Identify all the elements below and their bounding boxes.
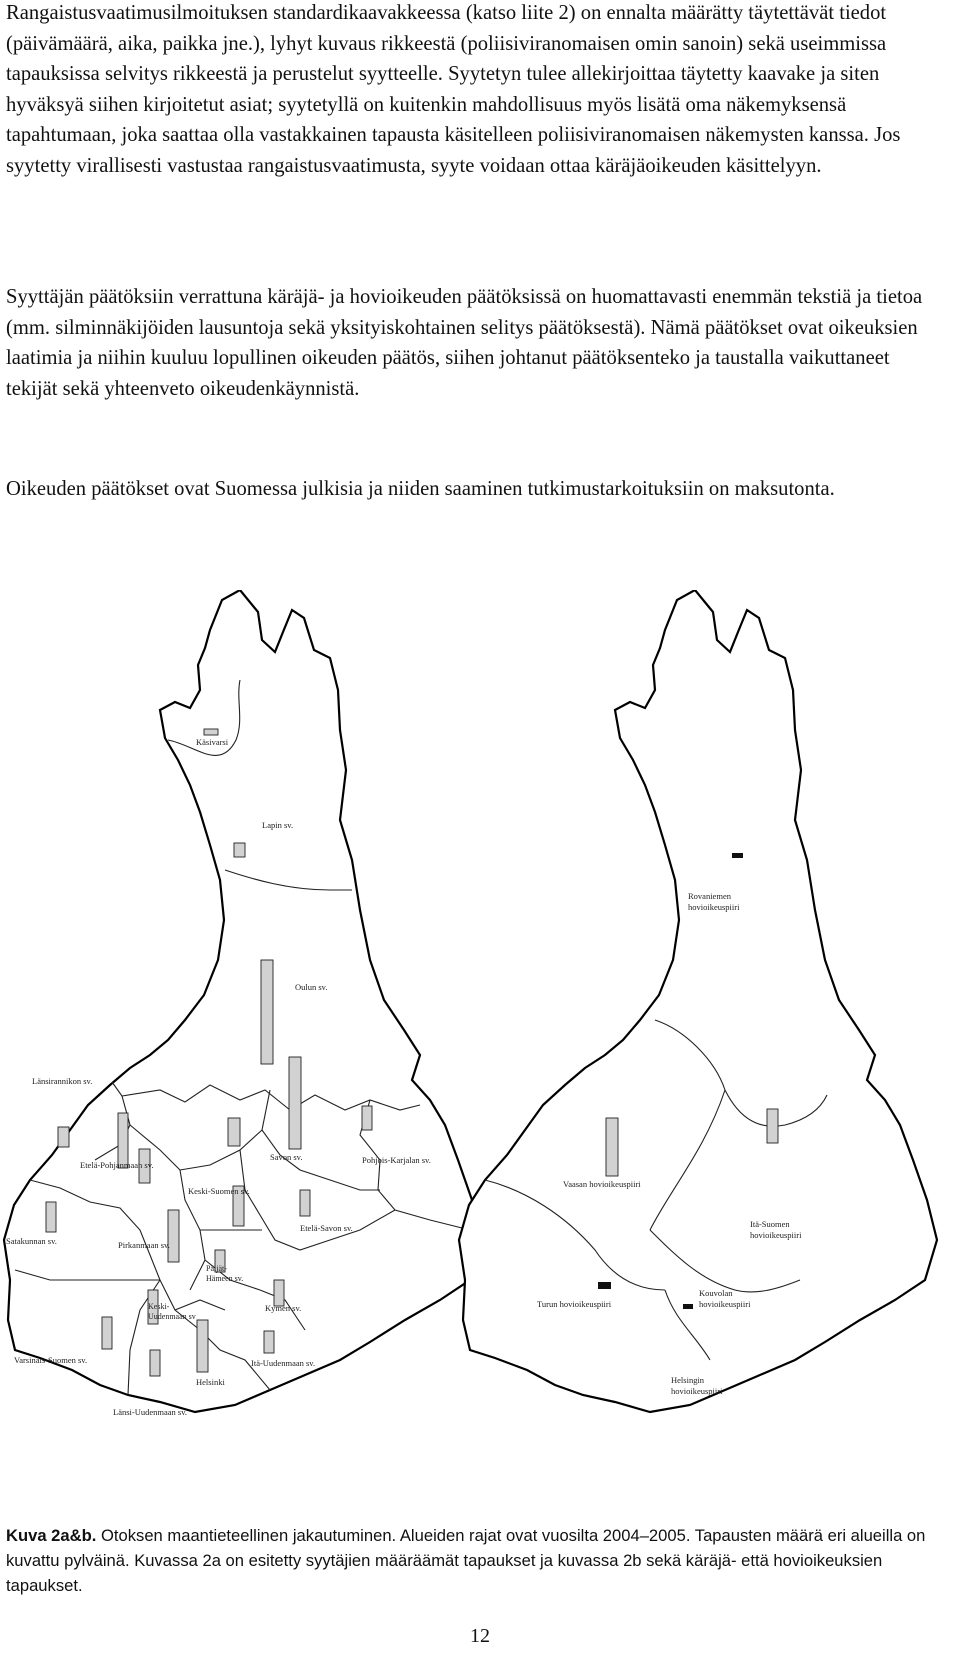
caption-label: Kuva 2a&b. — [6, 1526, 97, 1545]
label-b-vaasan: Vaasan hovioikeuspiiri — [563, 1179, 641, 1189]
label-ita-uudenmaan: Itä-Uudenmaan sv. — [251, 1358, 316, 1368]
label-b-rovaniemen: Rovaniemen — [688, 891, 731, 901]
label-b-kouvolan-2: hovioikeuspiiri — [699, 1299, 751, 1309]
label-b-rovaniemen-2: hovioikeuspiiri — [688, 902, 740, 912]
finland-maps-figure — [0, 590, 960, 1520]
label-kymen: Kymen sv. — [265, 1303, 302, 1313]
label-b-turun: Turun hovioikeuspiiri — [537, 1299, 612, 1309]
bar-varsinais-suomi — [102, 1317, 112, 1349]
label-uudenmaan: Uudenmaan sv — [148, 1312, 196, 1321]
bar-lapin — [234, 843, 245, 857]
label-b-kouvolan: Kouvolan — [699, 1288, 733, 1298]
label-satakunnan: Satakunnan sv. — [6, 1236, 57, 1246]
mark-b-turku — [598, 1282, 611, 1289]
bar-pohjois-karjala — [362, 1106, 372, 1130]
label-helsinki: Helsinki — [196, 1377, 225, 1387]
caption-text: Otoksen maantieteellinen jakautuminen. Alueiden rajat ovat vuosilta 2004–2005. Tapausten määrä eri alueilla on kuvattu pylväinä. Kuvassa 2a on esitetty syytäjien määräämät tapaukset ja kuvassa 2b sekä käräjä- että hovioikeuksien tapaukset. — [6, 1526, 926, 1595]
label-keski: Keski- — [148, 1302, 170, 1311]
label-paijat: Päijät- — [206, 1264, 227, 1273]
label-b-ita-suomen: Itä-Suomen — [750, 1219, 790, 1229]
bar-etela-savo — [300, 1190, 310, 1216]
label-pirkanmaan: Pirkanmaan sv. — [118, 1240, 170, 1250]
label-etela-savon: Etelä-Savon sv. — [300, 1223, 353, 1233]
label-savon: Savon sv. — [270, 1152, 303, 1162]
bar-pirkanmaa — [168, 1210, 179, 1262]
page-number: 12 — [470, 1625, 490, 1647]
label-etela-pohjanmaan: Etelä-Pohjanmaan sv. — [80, 1160, 154, 1170]
bar-lansirannikko — [58, 1127, 69, 1147]
bar-ita-uusimaa — [264, 1331, 274, 1353]
label-b-ita-suomen-2: hovioikeuspiiri — [750, 1230, 802, 1240]
label-oulun: Oulun sv. — [295, 982, 328, 992]
map-b — [459, 590, 937, 1412]
label-keski-suomen: Keski-Suomen sv. — [188, 1186, 250, 1196]
map-b-outline — [459, 590, 937, 1412]
paragraph-1: Rangaistusvaatimusilmoituksen standardikaavakkeessa (katso liite 2) on ennalta määrätty täytettävät tiedot (päivämäärä, aika, paikka jne.), lyhyt kuvaus rikkeestä (poliisiviranomaisen omin sanoin) sekä useimmissa tapauksissa selvitys rikkeestä ja perustelut syytteelle. Syytetyn tulee allekirjoittaa täytetty kaavake ja siten hyväksyä siihen kirjoitetut asiat; syytetyllä on kuitenkin mahdollisuus myös lisätä oma näkemyksensä tapahtumaan, joka saattaa olla vastakkainen tapausta käsitelleen poliisiviranomaisen näkemysten kanssa. Jos syytetty virallisesti vastustaa rangaistusvaatimusta, syyte voidaan ottaa käräjäoikeuden käsittelyyn. — [6, 2, 901, 177]
map-a-outline — [4, 590, 482, 1412]
mark-b-kouvola — [683, 1304, 693, 1309]
bar-oulun-2 — [289, 1057, 301, 1149]
bar-savon — [228, 1118, 240, 1146]
paragraph-3: Oikeuden päätökset ovat Suomessa julkisia ja niiden saaminen tutkimustarkoituksiin on maksutonta. — [6, 478, 835, 500]
label-hameen: Hämeen sv. — [206, 1274, 244, 1283]
bar-kasivarsi — [204, 729, 218, 735]
paragraph-2: Syyttäjän päätöksiin verrattuna käräjä- ja hovioikeuden päätöksissä on huomattavasti enemmän tekstiä ja tietoa (mm. silminnäkijöiden lausuntoja sekä yksityiskohtainen selitys päätöksestä). Nämä päätökset ovat oikeuksien laatimia ja niihin kuuluu lopullinen oikeuden päätös, siihen johtanut päätöksenteko ja taustalla vaikuttaneet tekijät sekä yhteenveto oikeudenkäynnistä. — [6, 286, 923, 400]
bar-helsinki — [197, 1320, 208, 1372]
label-lansi-uudenmaan: Länsi-Uudenmaan sv. — [113, 1407, 188, 1417]
label-b-helsingin-2: hovioikeuspiiri — [671, 1386, 723, 1396]
label-lapin: Lapin sv. — [262, 820, 294, 830]
label-varsinais-suomen: Varsinais-Suomen sv. — [14, 1355, 88, 1365]
label-kasivarsi: Käsivarsi — [196, 737, 229, 747]
label-pohjois-karjalan: Pohjois-Karjalan sv. — [362, 1155, 431, 1165]
bar-b-vaasa — [606, 1118, 618, 1176]
map-a — [4, 590, 482, 1417]
label-b-helsingin: Helsingin — [671, 1375, 705, 1385]
bar-satakunta — [46, 1202, 56, 1232]
figure-caption — [6, 1523, 956, 1598]
label-lansirannikon: Länsirannikon sv. — [32, 1076, 93, 1086]
bar-oulun — [261, 960, 273, 1064]
bar-b-ita-suomi — [767, 1109, 778, 1143]
bar-lansi-uusimaa — [150, 1350, 160, 1376]
mark-b-rovaniemi — [732, 853, 743, 858]
